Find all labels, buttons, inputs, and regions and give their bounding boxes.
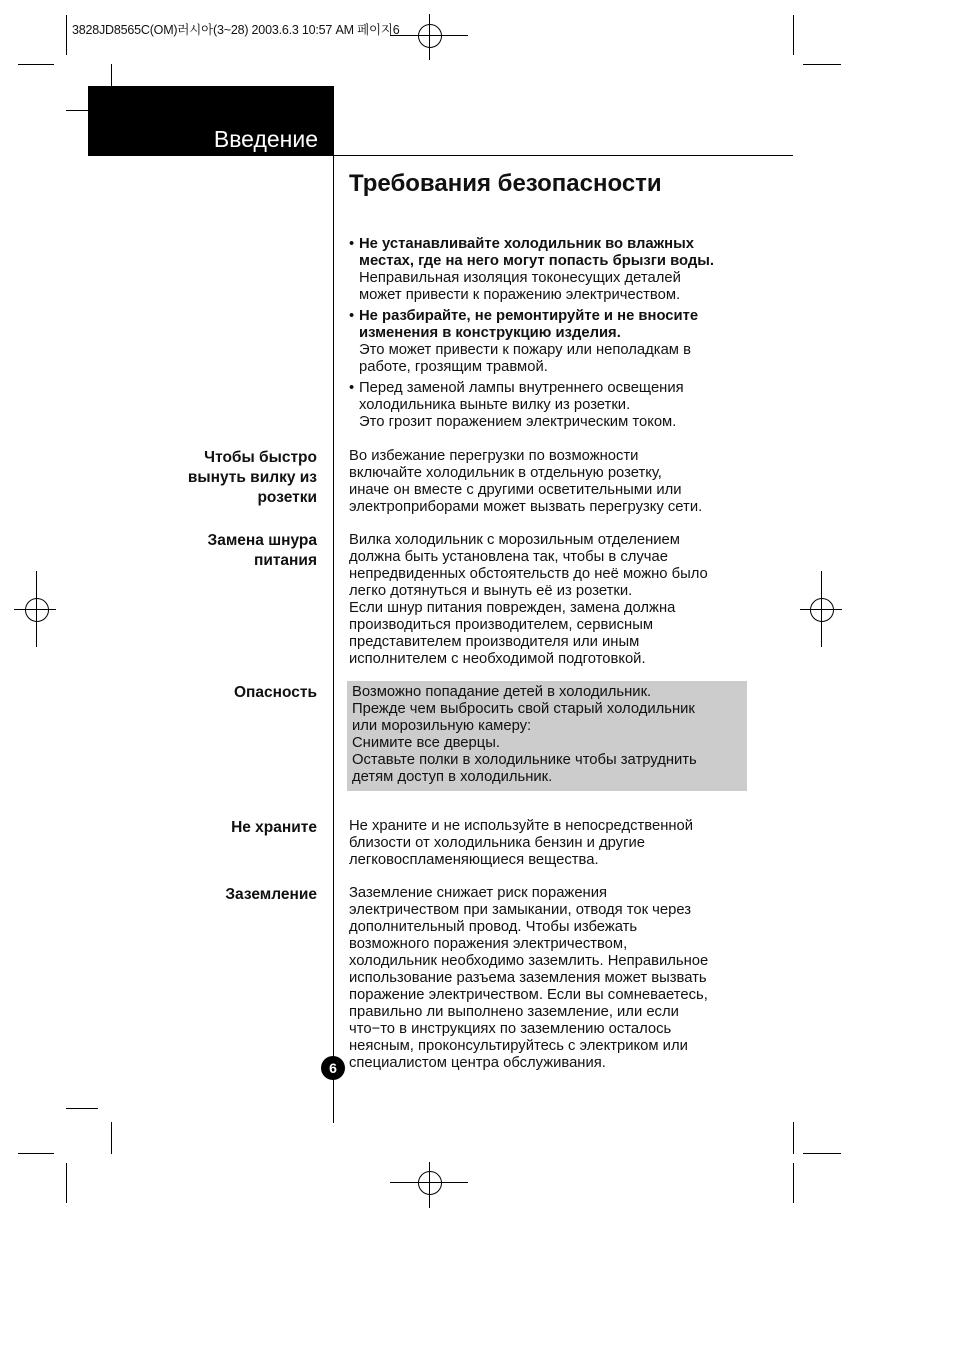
- crop-mark: [803, 1153, 841, 1154]
- crop-mark: [111, 1122, 112, 1154]
- section-text-quick-unplug: Во избежание перегрузки по возможности включайте холодильник в отдельную розетку, иначе он вместе с другими осветительными или электроприборами может вызвать перегрузку сети.: [349, 448, 703, 515]
- page-number: 6: [321, 1056, 345, 1080]
- crop-mark: [66, 15, 67, 55]
- side-label-danger: Опасность: [233, 684, 317, 701]
- registration-circle: [418, 1171, 442, 1195]
- crop-mark: [793, 15, 794, 55]
- side-label-grounding: Заземление: [225, 886, 317, 903]
- print-slug: 3828JD8565C(OM)러시아(3~28) 2003.6.3 10:57 AM 페이지6: [72, 23, 400, 37]
- registration-circle: [810, 598, 834, 622]
- crop-mark: [18, 64, 54, 65]
- side-label-do-not-store: Не храните: [231, 819, 317, 836]
- bullet-text: • Перед заменой лампы внутреннего освещения: [359, 380, 684, 396]
- danger-warning-box: Возможно попадание детей в холодильник. Прежде чем выбросить свой старый холодильник или морозильную камеру: Снимите все дверцы. Оставьте полки в холодильнике чтобы затруднить детям доступ в холодильник.: [347, 681, 747, 791]
- safety-bullet-list: [349, 236, 769, 435]
- section-text-do-not-store: Не храните и не используйте в непосредственной близости от холодильника бензин и другие легковоспламеняющиеся вещества.: [349, 818, 694, 868]
- bullet-text: может привести к поражению электричеством.: [359, 287, 681, 303]
- page-title: Требования безопасности: [349, 170, 662, 197]
- bullet-item: [349, 308, 769, 376]
- crop-mark: [66, 1163, 67, 1203]
- crop-mark: [793, 1122, 794, 1154]
- crop-mark: [803, 64, 841, 65]
- side-label-quick-unplug: Чтобы быстро вынуть вилку из розетки: [187, 449, 317, 506]
- crop-mark: [18, 1153, 54, 1154]
- bullet-heading: • Не разбирайте, не ремонтируйте и не вносите: [359, 308, 699, 324]
- bullet-heading: • Не устанавливайте холодильник во влажных: [359, 236, 694, 252]
- section-tab: [88, 86, 334, 156]
- bullet-text: Это грозит поражением электрическим током.: [359, 414, 677, 430]
- crop-mark: [793, 1163, 794, 1203]
- registration-circle: [25, 598, 49, 622]
- bullet-heading: изменения в конструкцию изделия.: [359, 325, 621, 341]
- bullet-text: Это может привести к пожару или неполадкам в: [359, 342, 691, 358]
- section-title: Введение: [213, 126, 318, 152]
- bullet-heading: местах, где на него могут попасть брызги воды.: [359, 253, 715, 269]
- bullet-text: работе, грозящим травмой.: [359, 359, 548, 375]
- section-text-power-cord: Вилка холодильник с морозильным отделением должна быть установлена так, чтобы в случае непредвиденных обстоятельств до неё можно было легко дотянуться и вынуть её из розетки. Если шнур питания поврежден, замена должна производиться производителем, сервисным представителем производителя или иным исполнителем с необходимой подготовкой.: [349, 532, 708, 667]
- registration-circle: [418, 24, 442, 48]
- bullet-text: Неправильная изоляция токонесущих деталей: [359, 270, 681, 286]
- crop-mark: [66, 1108, 98, 1109]
- crop-mark: [111, 64, 112, 86]
- bullet-text: холодильника выньте вилку из розетки.: [359, 397, 631, 413]
- side-label-power-cord: Замена шнура питания: [207, 532, 317, 569]
- column-divider: [333, 86, 334, 1123]
- bullet-item: [349, 236, 769, 304]
- bullet-item: [349, 380, 769, 431]
- section-text-grounding: Заземление снижает риск поражения электричеством при замыкании, отводя ток через дополнительный провод. Чтобы избежать возможного поражения электричеством, холодильник необходимо заземлить. Неправильное использование разъема заземления может вызвать поражение электричеством. Если вы сомневаетесь, правильно ли выполнено заземление, или если что−то в инструкциях по заземлению осталось неясным, проконсультируйтесь с электриком или специалистом центра обслуживания.: [349, 885, 709, 1071]
- header-rule: [334, 155, 793, 156]
